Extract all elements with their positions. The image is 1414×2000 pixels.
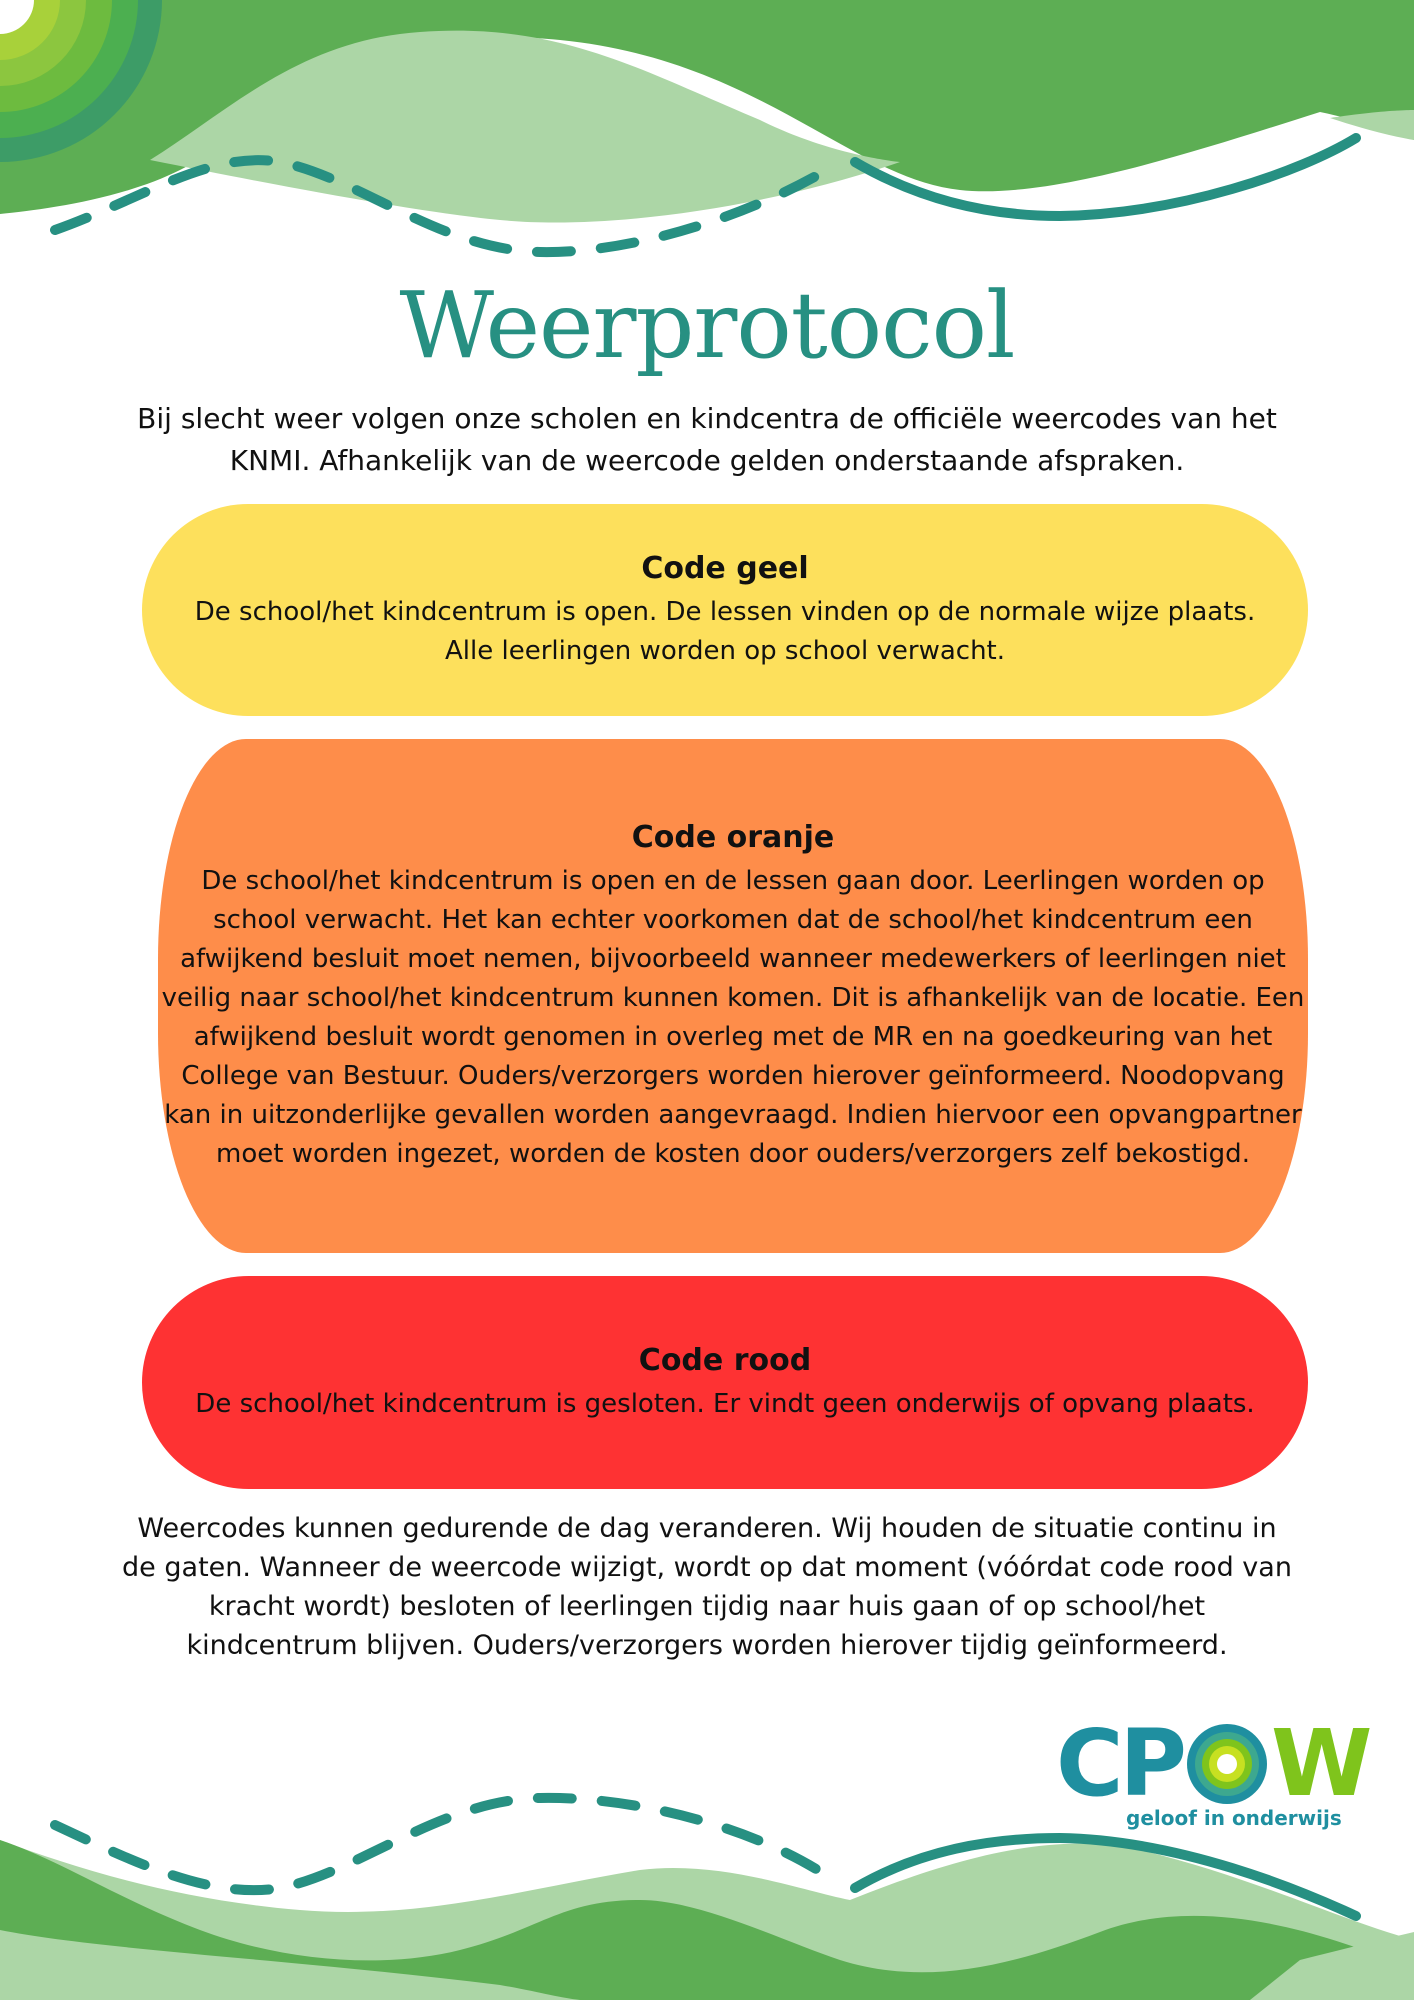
logo-letter-c: C xyxy=(1056,1710,1120,1817)
code-geel-card xyxy=(142,504,1308,716)
outro-text: Weercodes kunnen gedurende de dag veranderen. Wij houden de situatie continu in de gaten. Wanneer de weercode wijzigt, wordt op dat moment (vóórdat code rood van kracht wordt) besloten of leerlingen tijdig naar huis gaan of op school/het kindcentrum blijven. Ouders/verzorgers worden hierover tijdig geïnformeerd. xyxy=(122,1513,1292,1661)
code-geel-title: Code geel xyxy=(641,551,809,586)
code-rood-card xyxy=(142,1276,1308,1489)
code-rood-text: De school/het kindcentrum is gesloten. Er vindt geen onderwijs of opvang plaats. xyxy=(195,1389,1255,1419)
cpow-logo xyxy=(1056,1710,1369,1833)
logo-letter-p: P xyxy=(1119,1710,1183,1817)
logo-tagline: geloof in onderwijs xyxy=(1126,1806,1342,1830)
top-wave-decoration xyxy=(0,0,1414,270)
logo-letter-w: W xyxy=(1270,1710,1369,1817)
intro-text: Bij slecht weer volgen onze scholen en kindcentra de officiële weercodes van het KNMI. Afhankelijk van de weercode gelden onderstaande afspraken. xyxy=(137,402,1277,477)
cpow-logo-wordmark xyxy=(1056,1710,1369,1817)
page-title: Weerprotocol xyxy=(399,272,1015,379)
code-oranje-card xyxy=(158,739,1308,1253)
code-geel-text: De school/het kindcentrum is open. De lessen vinden op de normale wijze plaats. Alle leerlingen worden op school verwacht. xyxy=(194,597,1256,666)
logo-ring-icon xyxy=(1185,1722,1269,1806)
code-rood-title: Code rood xyxy=(638,1343,812,1378)
code-oranje-text: De school/het kindcentrum is open en de lessen gaan door. Leerlingen worden op school verwacht. Het kan echter voorkomen dat de school/het kindcentrum een afwijkend besluit moet nemen, bijvoorbeeld wanneer medewerkers of leerlingen niet veilig naar school/het kindcentrum kunnen komen. Dit is afhankelijk van de locatie. Een afwijkend besluit wordt genomen in overleg met de MR en na goedkeuring van het College van Bestuur. Ouders/verzorgers worden hierover geïnformeerd. Noodopvang kan in uitzonderlijke gevallen worden aangevraagd. Indien hiervoor een opvangpartner moet worden ingezet, worden de kosten door ouders/verzorgers zelf bekostigd. xyxy=(161,866,1305,1169)
code-oranje-title: Code oranje xyxy=(631,820,835,855)
